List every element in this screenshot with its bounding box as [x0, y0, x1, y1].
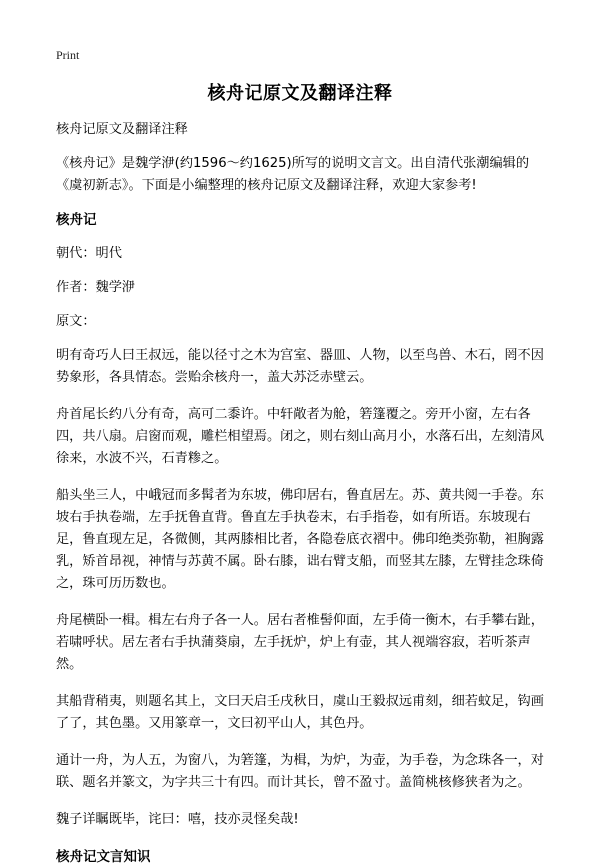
article-subtitle: 核舟记原文及翻译注释	[56, 122, 188, 137]
original-paragraph: 其船背稍夷，则题名其上，文曰天启壬戌秋日，虞山王毅叔远甫刻，细若蚊足，钩画了了，其色墨。又用篆章一，文曰初平山人，其色丹。	[56, 694, 544, 731]
original-paragraph: 舟首尾长约八分有奇，高可二黍许。中轩敞者为舱，箬篷覆之。旁开小窗，左右各四，共八扇。启窗而观，雕栏相望焉。闭之，则右刻山高月小，水落石出，左刻清风徐来，水波不兴，石青糁之。	[56, 407, 544, 466]
author-line: 作者：魏学洢	[56, 280, 136, 295]
print-link[interactable]: Print	[56, 48, 80, 62]
section-heading-knowledge: 核舟记文言知识	[56, 849, 151, 865]
article-body	[56, 119, 550, 868]
page-title: 核舟记原文及翻译注释	[207, 83, 393, 104]
original-paragraph: 舟尾横卧一楫。楫左右舟子各一人。居右者椎髻仰面，左手倚一衡木，右手攀右趾，若啸呼状。居左者右手执蒲葵扇，左手抚炉，炉上有壶，其人视端容寂，若听茶声然。	[56, 613, 544, 672]
original-paragraph: 通计一舟，为人五，为窗八，为箬篷，为楫，为炉，为壶，为手卷，为念珠各一，对联、题名并篆文，为字共三十有四。而计其长，曾不盈寸。盖简桃核修狭者为之。	[56, 753, 544, 790]
dynasty-line: 朝代：明代	[56, 246, 122, 261]
original-paragraph: 船头坐三人，中峨冠而多髯者为东坡，佛印居右，鲁直居左。苏、黄共阅一手卷。东坡右手执卷端，左手抚鲁直背。鲁直左手执卷末，右手指卷，如有所语。东坡现右足，鲁直现左足，各微侧，其两膝相比者，各隐卷底衣褶中。佛印绝类弥勒，袒胸露乳，矫首昂视，神情与苏黄不属。卧右膝，诎右臂支船，而竖其左膝，左臂挂念珠倚之，珠可历历数也。	[56, 488, 544, 591]
section-heading: 核舟记	[56, 212, 97, 228]
original-paragraph: 明有奇巧人曰王叔远，能以径寸之木为宫室、器皿、人物，以至鸟兽、木石，罔不因势象形，各具情态。尝贻余核舟一，盖大苏泛赤壁云。	[56, 348, 544, 385]
original-paragraph: 魏子详瞩既毕，诧曰：嘻，技亦灵怪矣哉!	[56, 812, 299, 827]
intro-paragraph: 《核舟记》是魏学洢(约1596～约1625)所写的说明文言文。出自清代张潮编辑的《虞初新志》。下面是小编整理的核舟记原文及翻译注释，欢迎大家参考!	[56, 156, 530, 193]
original-label: 原文：	[56, 314, 96, 329]
